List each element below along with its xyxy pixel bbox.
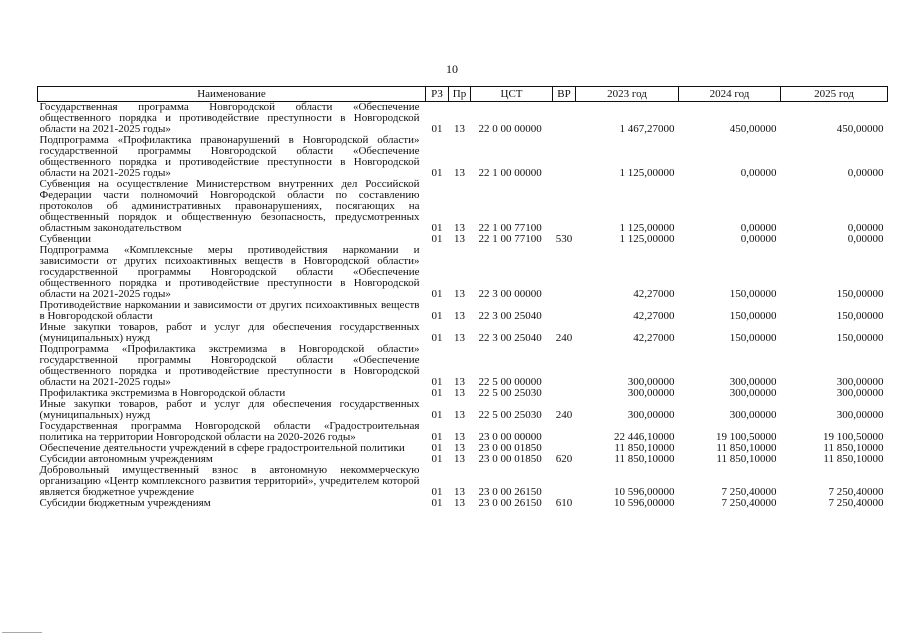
cell-name: Подпрограмма «Профилактика правонарушений в Новгородской области» государственной программы Новгородской области «Обеспечение общественного порядка и противодействие преступности в Новгородской области на 2021-2025 годы» [39, 134, 420, 179]
cell-pr: 13 [454, 376, 465, 388]
cell-pr: 13 [454, 288, 465, 300]
cell-2023: 42,27000 [633, 288, 675, 300]
cell-pr: 13 [454, 233, 465, 245]
cell-vr [553, 135, 576, 179]
header-rz: РЗ [426, 87, 449, 102]
header-2023: 2023 год [576, 87, 679, 102]
cell-cst: 23 0 00 00000 [478, 431, 542, 443]
cell-2025: 11 850,10000 [823, 453, 884, 465]
cell-vr: 240 [555, 332, 573, 344]
cell-2024: 11 850,10000 [716, 442, 777, 454]
cell-2023: 10 596,00000 [614, 497, 675, 509]
cell-pr: 13 [454, 497, 465, 509]
cell-rz: 01 [431, 486, 443, 498]
cell-2023: 42,27000 [633, 332, 675, 344]
table-row [38, 300, 888, 322]
cell-2024: 300,00000 [729, 387, 777, 399]
cell-rz: 01 [431, 233, 443, 245]
page-number: 10 [446, 62, 458, 76]
cell-rz: 01 [431, 431, 443, 443]
cell-2024: 7 250,40000 [721, 486, 777, 498]
cell-2024: 300,00000 [729, 409, 777, 421]
cell-2025: 150,00000 [836, 288, 884, 300]
cell-name: Обеспечение деятельности учреждений в сфере градостроительной политики [39, 442, 405, 454]
cell-pr: 13 [454, 167, 465, 179]
header-pr: Пр [449, 87, 471, 102]
cell-rz: 01 [431, 123, 443, 135]
cell-2025: 150,00000 [836, 310, 884, 322]
cell-2024: 150,00000 [729, 332, 777, 344]
cell-2025: 0,00000 [847, 222, 884, 234]
table-row [38, 245, 888, 300]
cell-vr [553, 245, 576, 300]
cell-cst: 22 0 00 00000 [478, 123, 542, 135]
cell-vr [553, 179, 576, 234]
cell-cst: 22 5 00 00000 [478, 376, 542, 388]
table-header [38, 87, 888, 102]
cell-2023: 42,27000 [633, 310, 675, 322]
budget-table [37, 86, 888, 509]
cell-name: Профилактика экстремизма в Новгородской области [39, 387, 286, 399]
cell-2023: 11 850,10000 [614, 442, 675, 454]
cell-2023: 22 446,10000 [614, 431, 675, 443]
cell-rz: 01 [431, 222, 443, 234]
cell-name: Иные закупки товаров, работ и услуг для обеспечения государственных (муниципальных) нужд [39, 321, 420, 344]
cell-cst: 22 1 00 77100 [478, 233, 542, 245]
cell-2024: 0,00000 [740, 222, 777, 234]
cell-cst: 22 5 00 25030 [478, 387, 542, 399]
cell-cst: 23 0 00 26150 [478, 486, 542, 498]
cell-2024: 150,00000 [729, 310, 777, 322]
cell-pr: 13 [454, 123, 465, 135]
cell-2023: 10 596,00000 [614, 486, 675, 498]
cell-name: Субсидии автономным учреждениям [39, 453, 213, 465]
header-row [38, 87, 888, 102]
cell-pr: 13 [454, 486, 465, 498]
cell-rz: 01 [431, 409, 443, 421]
cell-2025: 11 850,10000 [823, 442, 884, 454]
table-row [38, 465, 888, 498]
cell-2025: 300,00000 [836, 409, 884, 421]
cell-2025: 19 100,50000 [823, 431, 884, 443]
cell-2024: 0,00000 [740, 233, 777, 245]
table-row [38, 135, 888, 179]
cell-cst: 23 0 00 01850 [478, 442, 542, 454]
cell-rz: 01 [431, 332, 443, 344]
table-row [38, 399, 888, 421]
cell-2023: 11 850,10000 [614, 453, 675, 465]
header-name: Наименование [38, 87, 426, 102]
cell-rz: 01 [431, 387, 443, 399]
cell-rz: 01 [431, 442, 443, 454]
cell-name: Иные закупки товаров, работ и услуг для обеспечения государственных (муниципальных) нужд [39, 398, 420, 421]
table-row [38, 322, 888, 344]
cell-2023: 1 467,27000 [619, 123, 675, 135]
table-row [38, 179, 888, 234]
cell-vr: 240 [555, 409, 573, 421]
cell-2024: 450,00000 [729, 123, 777, 135]
cell-2024: 19 100,50000 [716, 431, 777, 443]
cell-cst: 22 1 00 77100 [478, 222, 542, 234]
cell-2025: 450,00000 [836, 123, 884, 135]
cell-name: Субсидии бюджетным учреждениям [39, 497, 211, 509]
cell-2024: 150,00000 [729, 288, 777, 300]
cell-pr: 13 [454, 442, 465, 454]
cell-name: Субвенция на осуществление Министерством внутренних дел Российской Федерации части полномочий Новгородской области по составлению протоколов об административных правонарушениях, посягающих на общественный порядок и общественную безопасность, предусмотренных областным законодательством [39, 178, 420, 234]
header-cst: ЦСТ [471, 87, 553, 102]
cell-rz: 01 [431, 497, 443, 509]
corner-mark [2, 632, 42, 633]
cell-2023: 1 125,00000 [619, 167, 675, 179]
cell-2025: 300,00000 [836, 387, 884, 399]
cell-2025: 7 250,40000 [828, 497, 884, 509]
cell-pr: 13 [454, 409, 465, 421]
cell-vr [553, 388, 576, 399]
cell-2024: 7 250,40000 [721, 497, 777, 509]
cell-name: Государственная программа Новгородской области «Градостроительная политика на территории Новгородской области на 2020-2026 годы» [39, 420, 420, 443]
cell-vr: 530 [555, 233, 573, 245]
table-row [38, 421, 888, 443]
table-row [38, 344, 888, 388]
cell-2025: 150,00000 [836, 332, 884, 344]
cell-vr [553, 465, 576, 498]
cell-rz: 01 [431, 167, 443, 179]
cell-name: Подпрограмма «Комплексные меры противодействия наркомании и зависимости от других психоактивных веществ в Новгородской области» государственной программы Новгородской области «Обеспечение общественного порядка и противодействие преступности в Новгородской области на 2021-2025 годы» [39, 244, 420, 300]
cell-vr [553, 300, 576, 322]
cell-vr: 620 [555, 453, 573, 465]
cell-2024: 11 850,10000 [716, 453, 777, 465]
cell-vr [553, 102, 576, 136]
cell-cst: 22 1 00 00000 [478, 167, 542, 179]
cell-name: Противодействие наркомании и зависимости от других психоактивных веществ в Новгородской области [39, 299, 420, 322]
cell-rz: 01 [431, 288, 443, 300]
cell-vr [553, 421, 576, 443]
cell-name: Государственная программа Новгородской области «Обеспечение общественного порядка и противодействие преступности в Новгородской области на 2021-2025 годы» [39, 101, 420, 135]
cell-2023: 300,00000 [627, 376, 675, 388]
cell-cst: 23 0 00 26150 [478, 497, 542, 509]
cell-name: Добровольный имущественный взнос в автономную некоммерческую организацию «Центр комплексного развития территорий», учредителем которой является бюджетное учреждение [39, 464, 420, 498]
cell-vr [553, 344, 576, 388]
cell-name: Субвенции [39, 233, 92, 245]
cell-2023: 300,00000 [627, 409, 675, 421]
header-2025: 2025 год [781, 87, 888, 102]
cell-2025: 0,00000 [847, 233, 884, 245]
cell-2025: 7 250,40000 [828, 486, 884, 498]
cell-name: Подпрограмма «Профилактика экстремизма в Новгородской области» государственной программы Новгородской области «Обеспечение общественного порядка и противодействие преступности в Новгородской области на 2021-2025 годы» [39, 343, 420, 388]
cell-2024: 300,00000 [729, 376, 777, 388]
cell-2023: 300,00000 [627, 387, 675, 399]
cell-cst: 22 3 00 25040 [478, 310, 542, 322]
cell-pr: 13 [454, 310, 465, 322]
cell-2024: 0,00000 [740, 167, 777, 179]
cell-2025: 300,00000 [836, 376, 884, 388]
cell-cst: 22 3 00 25040 [478, 332, 542, 344]
table-row [38, 102, 888, 136]
cell-2023: 1 125,00000 [619, 233, 675, 245]
cell-pr: 13 [454, 453, 465, 465]
cell-vr: 610 [555, 497, 573, 509]
cell-cst: 22 3 00 00000 [478, 288, 542, 300]
cell-rz: 01 [431, 310, 443, 322]
cell-pr: 13 [454, 431, 465, 443]
cell-rz: 01 [431, 453, 443, 465]
cell-pr: 13 [454, 387, 465, 399]
cell-pr: 13 [454, 332, 465, 344]
cell-cst: 23 0 00 01850 [478, 453, 542, 465]
cell-2023: 1 125,00000 [619, 222, 675, 234]
cell-pr: 13 [454, 222, 465, 234]
cell-rz: 01 [431, 376, 443, 388]
cell-2025: 0,00000 [847, 167, 884, 179]
table-body [38, 102, 888, 510]
header-vr: ВР [553, 87, 576, 102]
header-2024: 2024 год [679, 87, 781, 102]
cell-cst: 22 5 00 25030 [478, 409, 542, 421]
table-row [38, 498, 888, 509]
